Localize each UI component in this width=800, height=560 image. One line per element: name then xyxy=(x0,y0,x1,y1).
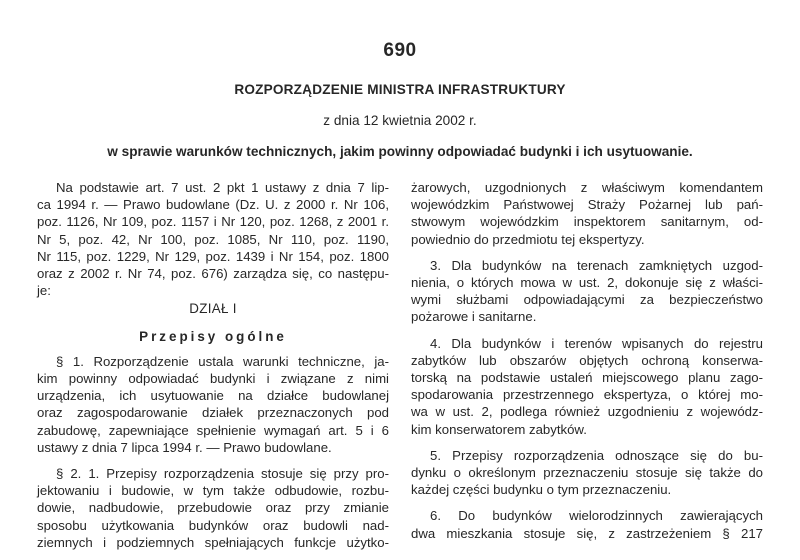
document-date-line: z dnia 12 kwietnia 2002 r. xyxy=(323,113,477,128)
document-subject-line: w sprawie warunków technicznych, jakim powinny odpowiadać budynki i ich usytuowanie. xyxy=(107,144,693,159)
two-column-body xyxy=(0,179,800,560)
section-heading-dzial-1: DZIAŁ I xyxy=(189,301,237,317)
paragraph-clause-4: 4. Dla budynków i terenów wpisanych do rejestru zabytków lub obszarów objętych ochroną konserwa- torską na podstawie ustaleń miejscowego planu zago- spodarowania przestrzennego ekspertyza, o której mo- wa w ust. 2, podlega również uzgodnieniu z wojewódz- kim konserwatorem zabytków. xyxy=(411,335,763,437)
document-title: ROZPORZĄDZENIE MINISTRA INFRASTRUKTURY xyxy=(234,82,566,97)
paragraph-continuation: żarowych, uzgodnionych z właściwym komendantem wojewódzkim Państwowej Straży Pożarnej lub pań- stwowym wojewódzkim inspektorem sanitarnym, od- powiednio do przedmiotu tej ekspertyzy. xyxy=(411,180,763,247)
chapter-heading-przepisy-ogolne: Przepisy ogólne xyxy=(139,328,287,344)
paragraph-clause-5: 5. Przepisy rozporządzenia odnoszące się do bu- dynku o określonym przeznaczeniu stosuje się także do każdej części budynku o tym przeznaczeniu. xyxy=(411,447,763,498)
paragraph-section-2: § 2. 1. Przepisy rozporządzenia stosuje się przy pro- jektowaniu i budowie, w tym także odbudowie, rozbu- dowie, nadbudowie, przebudowie oraz przy zmianie sposobu użytkowania budynków oraz budowli nad- ziemnych i podziemnych spełniających funkcje użytko- xyxy=(37,466,389,550)
paragraph-clause-6: 6. Do budynków wielorodzinnych zawierających dwa mieszkania stosuje się, z zastrzeżeniem § 217 xyxy=(411,508,763,541)
journal-item-number: 690 xyxy=(383,40,417,61)
left-column xyxy=(37,179,389,560)
paragraph-section-1: § 1. Rozporządzenie ustala warunki techniczne, ja- kim powinny odpowiadać budynki i związane z nimi urządzenia, ich usytuowanie na działce budowlanej oraz zagospodarowanie działek przeznaczonych pod zabudowę, zapewniające spełnienie wymagań art. 5 i 6 ustawy z dnia 7 lipca 1994 r. — Prawo budowlane. xyxy=(37,353,389,455)
paragraph-clause-3: 3. Dla budynków na terenach zamkniętych uzgod- nienia, o których mowa w ust. 2, dokonuje się z właści- wymi służbami odpowiadającymi za bezpieczeństwo pożarowe i sanitarne. xyxy=(411,257,763,325)
paragraph-legal-basis: Na podstawie art. 7 ust. 2 pkt 1 ustawy z dnia 7 lip- ca 1994 r. — Prawo budowlane (Dz. U. z 2000 r. Nr 106, poz. 1126, Nr 109, poz. 1157 i Nr 120, poz. 1268, z 2001 r. Nr 5, poz. 42, Nr 100, poz. 1085, Nr 110, poz. 1190, Nr 115, poz. 1229, Nr 129, poz. 1439 i Nr 154, poz. 1800 oraz z 2002 r. Nr 74, poz. 676) zarządza się, co następu- je: xyxy=(37,180,389,299)
right-column xyxy=(411,179,763,560)
